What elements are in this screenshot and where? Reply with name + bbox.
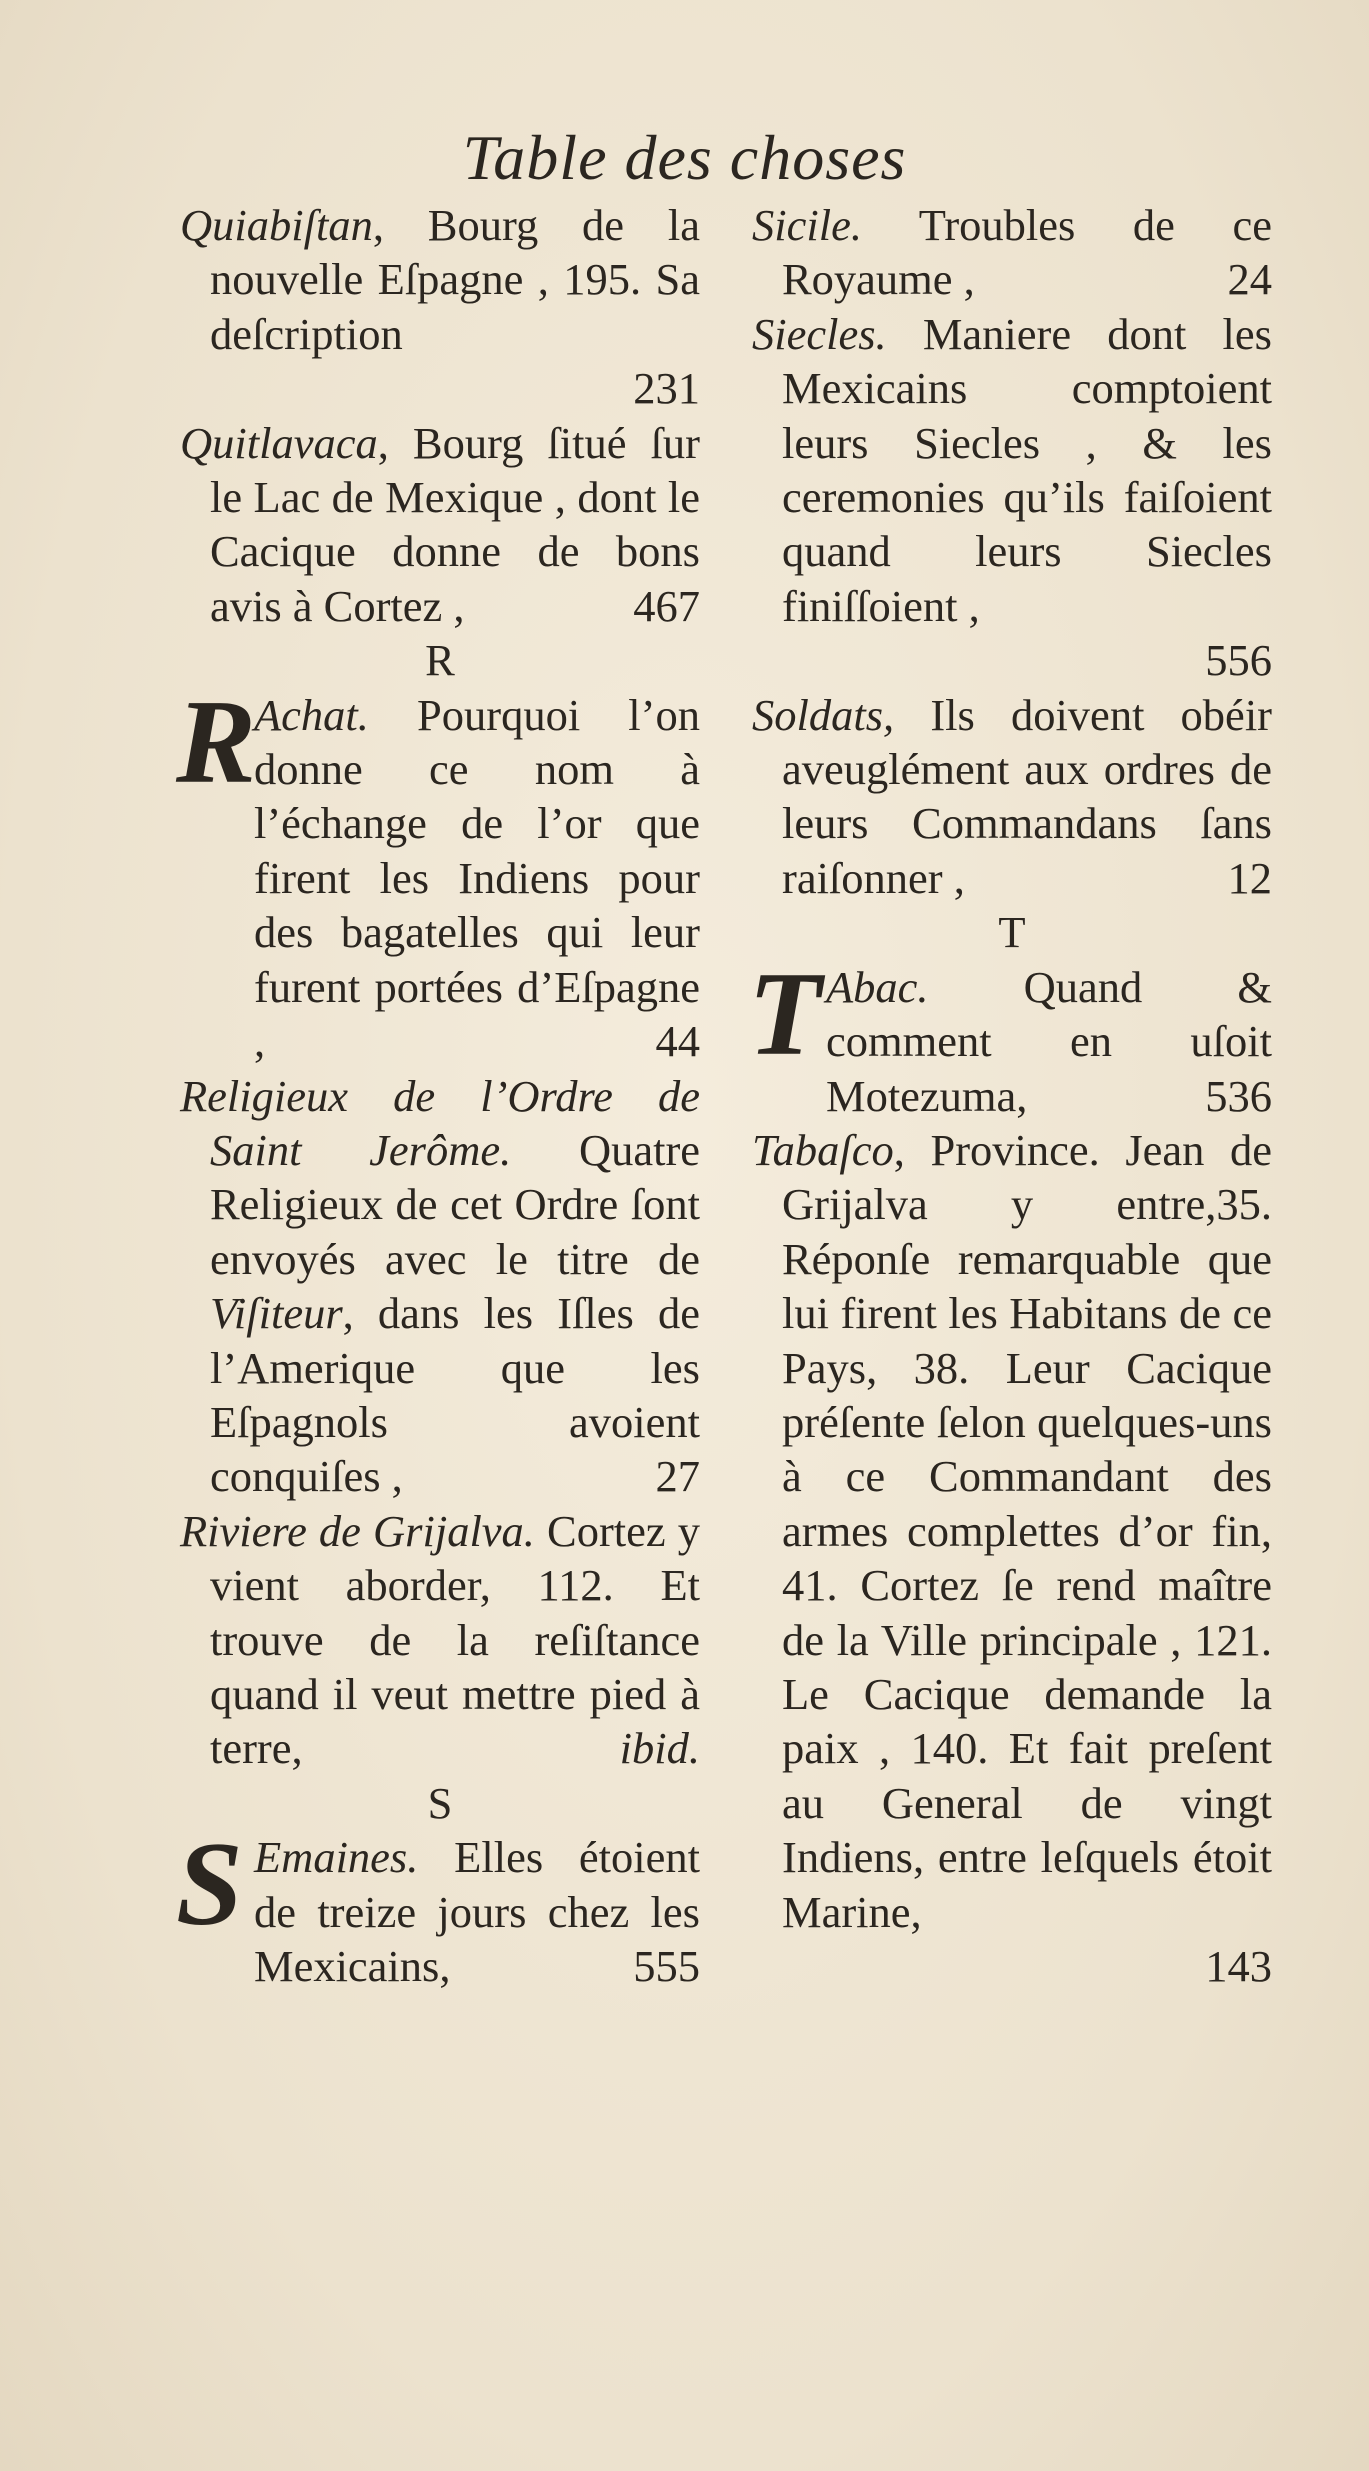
index-entry-tabac [748, 946, 1272, 1123]
entry-text: Maniere dont les Mexicains comptoient leurs Siecles , & les ceremonies qu’ils faiſoient quand leurs Siecles finiſſoient , [782, 308, 1272, 631]
entry-text: Quatre Religieux de cet Ordre ſont envoyés avec le titre de [210, 1124, 701, 1284]
entry-text: , Province. Jean de Grijalva y entre,35. Réponſe remarquable que lui firent les Habitans de ce Pays, 38. Leur Cacique préſente ſelon quelques-uns à ce Commandant des armes complettes d’or fin, 41. Cortez ſe rend maître de la Ville principale , 121. Le Cacique demande la paix , 140. Et fait preſent au General de vingt Indiens, entre leſquels étoit Marine, [782, 1124, 1272, 1937]
entry-head: Tabaſco [752, 1124, 894, 1175]
entry-head: Quitlavaca [180, 417, 378, 468]
entry-text: Elles étoient de treize jours chez les Mexicains, [254, 1832, 700, 1991]
entry-text: , dans les Iſles de l’Amerique que les Eſpagnols avoient conquiſes , [210, 1288, 700, 1502]
index-entry-sicile [752, 198, 1272, 307]
page-ref: 12 [1227, 852, 1272, 903]
section-letter-t: T [998, 907, 1026, 958]
index-entry-religieux [180, 1069, 700, 1504]
entry-head: Religieux de l’Ordre de Saint Jerôme. [180, 1070, 700, 1175]
page-ref: 143 [1205, 1941, 1272, 1991]
entry-head: Abac. [826, 961, 929, 1012]
page-ref: ibid. [619, 1723, 700, 1774]
entry-text: Quand & comment en uſoit Motezuma, [826, 961, 1272, 1121]
page-ref: 536 [1205, 1070, 1272, 1121]
page-ref: 24 [1227, 254, 1272, 305]
page-ref: 231 [633, 363, 700, 414]
index-entry-siecles [752, 307, 1272, 633]
drop-cap: S [176, 1817, 243, 1951]
index-entry-tabasco [752, 1123, 1272, 1939]
page-ref: 467 [633, 580, 700, 631]
index-entry-soldats [752, 688, 1272, 906]
entry-text: , Bourg de la nouvelle Eſpagne , 195. Sa deſcription [210, 200, 700, 359]
entry-text: Pourquoi l’on donne ce nom à l’échange de l’or que firent les Indiens pour des bagatelles qui leur furent portées d’Eſpagne , [254, 689, 700, 1067]
entry-head: Emaines. [254, 1832, 419, 1883]
index-entry-riviere [180, 1504, 700, 1776]
index-entry-quitlavaca [180, 416, 700, 634]
section-letter-r: R [425, 635, 455, 686]
drop-cap: R [176, 674, 257, 808]
entry-text: Troubles de ce Royaume , [782, 200, 1272, 305]
right-column [748, 198, 1272, 1993]
entry-head: Sicile. [752, 200, 862, 250]
entry-text: Cortez y vient aborder, 112. Et trouve de la reſiſtance quand il veut mettre pied à terre, [210, 1505, 700, 1774]
entry-text: Ils doivent obéir aveuglément aux ordres de leurs Commandans ſans raiſonner , [782, 689, 1272, 903]
index-entry-quiabistan [180, 198, 700, 361]
left-column [176, 198, 701, 1993]
entry-emphasis: Viſiteur [210, 1288, 343, 1339]
page-ref: 555 [633, 1941, 700, 1991]
section-letter-s: S [427, 1777, 453, 1828]
entry-head: Achat. [254, 689, 369, 740]
index-entry-rachat [176, 674, 700, 1069]
index-entry-semaines [176, 1817, 700, 1993]
page-ref: 556 [1205, 635, 1272, 686]
page-ref: 44 [655, 1016, 700, 1067]
entry-head: Quiabiſtan [180, 200, 373, 250]
running-title: Table des choses [462, 122, 907, 193]
page-ref: 27 [655, 1451, 700, 1502]
entry-text: , Bourg ſitué ſur le Lac de Mexique , dont le Cacique donne de bons avis à Cortez , [210, 417, 700, 631]
drop-cap: T [748, 946, 822, 1080]
entry-head: Siecles. [752, 308, 887, 359]
entry-head: Soldats, [752, 689, 895, 740]
entry-head: Riviere de Grijalva. [180, 1505, 535, 1556]
